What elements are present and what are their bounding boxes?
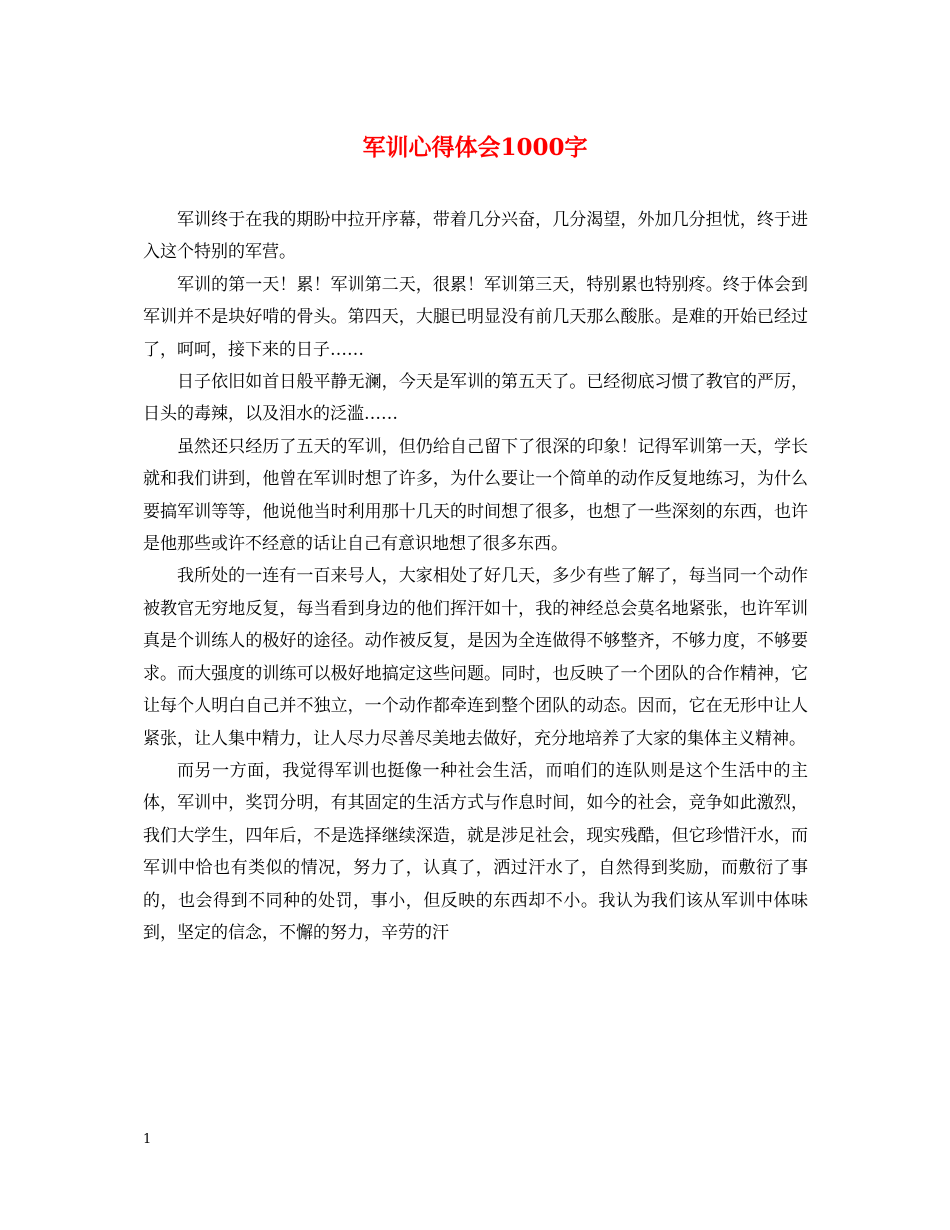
paragraph-3: 日子依旧如首日般平静无澜，今天是军训的第五天了。已经彻底习惯了教官的严厉，日头的毒辣，以及泪水的泛滥……	[143, 372, 808, 425]
document-body	[143, 204, 808, 949]
paragraph-4: 虽然还只经历了五天的军训，但仍给自己留下了很深的印象！记得军训第一天，学长就和我们讲到，他曾在军训时想了许多，为什么要让一个简单的动作反复地练习，为什么要搞军训等等，他说他当时利用那十几天的时间想了很多，也想了一些深刻的东西，也许是他那些或许不经意的话让自己有意识地想了很多东西。	[143, 436, 808, 555]
page-number: 1	[143, 1132, 152, 1147]
paragraph-6: 而另一方面，我觉得军训也挺像一种社会生活，而咱们的连队则是这个生活中的主体，军训中，奖罚分明，有其固定的生活方式与作息时间，如今的社会，竞争如此激烈，我们大学生，四年后，不是选择继续深造，就是涉足社会，现实残酷，但它珍惜汗水，而军训中恰也有类似的情况，努力了，认真了，洒过汗水了，自然得到奖励，而敷衍了事的，也会得到不同种的处罚，事小，但反映的东西却不小。我认为我们该从军训中体味到，坚定的信念，不懈的努力，辛劳的汗	[143, 760, 808, 943]
paragraph-2: 军训的第一天！累！军训第二天，很累！军训第三天，特别累也特别疼。终于体会到军训并不是块好啃的骨头。第四天，大腿已明显没有前几天那么酸胀。是难的开始已经过了，呵呵，接下来的日子……	[143, 274, 808, 360]
paragraph-1: 军训终于在我的期盼中拉开序幕，带着几分兴奋，几分渴望，外加几分担忧，终于进入这个特别的军营。	[143, 210, 808, 263]
document-title: 军训心得体会1000字	[362, 134, 588, 161]
paragraph-5: 我所处的一连有一百来号人，大家相处了好几天，多少有些了解了，每当同一个动作被教官无穷地反复，每当看到身边的他们挥汗如十，我的神经总会莫名地紧张，也许军训真是个训练人的极好的途径。动作被反复，是因为全连做得不够整齐，不够力度，不够要求。而大强度的训练可以极好地搞定这些问题。同时，也反映了一个团队的合作精神，它让每个人明白自己并不独立，一个动作都牵连到整个团队的动态。因而，它在无形中让人紧张，让人集中精力，让人尽力尽善尽美地去做好，充分地培养了大家的集体主义精神。	[143, 566, 808, 749]
